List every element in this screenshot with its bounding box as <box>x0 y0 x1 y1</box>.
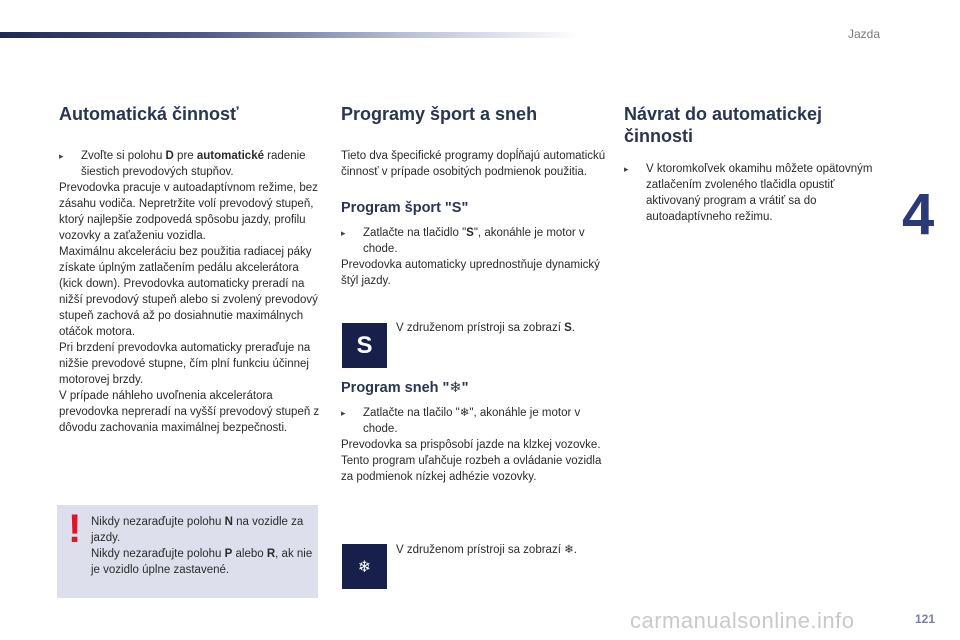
heading-return-automatic: Návrat do automatickej činnosti <box>624 104 823 146</box>
heading-sport-program: Program šport "S" <box>341 200 469 216</box>
chapter-number: 4 <box>902 182 935 247</box>
bullet-return-automatic: ▸ V ktoromkoľvek okamihu môžete opätovným zatlačením zvoleného tlačidla opustiť aktivovaný program a vrátiť sa do autoadaptívneho režimu. <box>624 163 873 223</box>
watermark: carmanualsonline.info <box>630 608 855 633</box>
sport-indicator-icon: S <box>342 323 387 368</box>
snow-body-text: Prevodovka sa prispôsobí jazde na klzkej vozovke. Tento program uľahčuje rozbeh a ovládanie vozidla za podmienok nízkej adhézie vozovky. <box>341 439 602 483</box>
sport-body-text: Prevodovka automaticky uprednostňuje dynamický štýl jazdy. <box>341 259 600 287</box>
column-automatic-operation <box>59 103 321 436</box>
warning-text: Nikdy nezaraďujte polohu N na vozidle za jazdy. Nikdy nezaraďujte polohu P alebo R, ak nie je vozidlo úplne zastavené. <box>91 516 313 576</box>
snow-indicator-icon: ❄ <box>342 544 387 589</box>
page-number: 121 <box>915 612 936 626</box>
bullet-press-s: ▸ Zatlačte na tlačidlo "S", akonáhle je motor v chode. <box>341 227 585 255</box>
warning-icon: ! <box>68 507 82 551</box>
snowflake-icon: ❄ <box>564 544 574 556</box>
header-gradient-bar <box>0 32 580 38</box>
snow-indicator-caption: V združenom prístroji sa zobrazí ❄. <box>396 544 577 556</box>
automatic-body-text: Prevodovka pracuje v autoadaptívnom režime, bez zásahu vodiča. Nepretržite volí prevodový stupeň, ktorý najlepšie zodpovedá spôsobu jazdy, profilu vozovky a zaťaženiu vozidla. Maximálnu akceleráciu bez použitia radiacej páky získate úplným zatlačením pedálu akcelerátora (kick down). Prevodovka automaticky preradí na nižší prevodový stupeň alebo si zvolený prevodový stupeň zachová až po dosiahnutie maximálnych otáčok motora. Pri brzdení prevodovka automaticky preraďuje na nižšie prevodové stupne, čím plní funkciu účinnej motorovej brzdy. V prípade náhleho uvoľnenia akcelerátora prevodovka nepreradí na vyšší prevodový stupeň z dôvodu zachovania maximálnej bezpečnosti. <box>59 182 320 434</box>
column-sport-snow-programs <box>341 103 606 485</box>
column-return-automatic <box>624 103 884 225</box>
heading-sport-snow: Programy šport a sneh <box>341 104 538 124</box>
bullet-arrow-icon: ▸ <box>341 228 346 238</box>
snowflake-icon: ❄ <box>459 407 470 419</box>
sport-indicator-caption: V združenom prístroji sa zobrazí S. <box>396 322 575 334</box>
bullet-arrow-icon: ▸ <box>59 151 64 161</box>
warning-box <box>57 505 318 598</box>
heading-automatic-operation: Automatická činnosť <box>59 104 239 124</box>
bullet-select-d: ▸ Zvoľte si polohu D pre automatické radenie šiestich prevodových stupňov. <box>59 150 306 178</box>
bullet-arrow-icon: ▸ <box>624 164 629 174</box>
heading-snow-program: Program sneh "❄" <box>341 380 469 396</box>
bullet-arrow-icon: ▸ <box>341 408 346 418</box>
programs-intro: Tieto dva špecifické programy dopĺňajú automatickú činnosť v prípade osobitých podmienok použitia. <box>341 150 606 178</box>
snowflake-icon: ❄ <box>449 380 462 396</box>
section-name: Jazda <box>848 27 881 41</box>
bullet-press-snow: ▸ Zatlačte na tlačilo "❄", akonáhle je motor v chode. <box>341 407 581 435</box>
